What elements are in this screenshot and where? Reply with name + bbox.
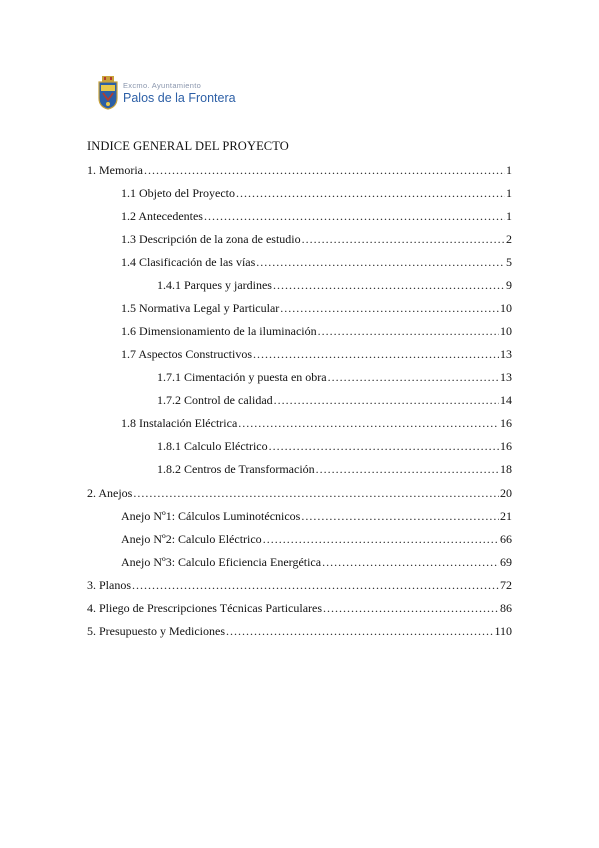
toc-entry-label: 1.8.2 Centros de Transformación [157,462,315,476]
toc-entry-page: 9 [506,278,512,292]
toc-entry-pliego[interactable] [87,601,512,617]
toc-entry-label: 3. Planos [87,578,132,592]
toc-entry-cimentacion[interactable] [157,370,512,386]
logo-line2: Palos de la Frontera [123,91,236,105]
toc-entry-planos[interactable] [87,578,512,594]
coat-of-arms-icon [97,76,119,110]
toc-entry-page: 72 [500,578,512,592]
toc-entry-memoria[interactable] [87,163,512,179]
toc-entry-clasificacion[interactable] [121,255,512,271]
toc-entry-label: 1. Memoria [87,163,143,177]
toc-entry-label: 1.2 Antecedentes [121,209,203,223]
toc-entry-page: 86 [500,601,512,615]
toc-entry-label: 1.7.1 Cimentación y puesta en obra [157,370,327,384]
toc-entry-label: 1.8 Instalación Eléctrica [121,416,238,430]
toc-entry-anejo-2[interactable] [121,532,512,548]
toc-entry-label: Anejo Nº3: Calculo Eficiencia Energética [121,555,322,569]
toc-entry-dimensionamiento[interactable] [121,324,512,340]
toc-entry-normativa[interactable] [121,301,512,317]
toc-entry-calculo[interactable] [157,439,512,455]
toc-entry-label: 1.1 Objeto del Proyecto [121,186,235,200]
toc-entry-page: 66 [500,532,512,546]
toc-entry-presupuesto[interactable] [87,624,512,640]
toc-entry-label: 1.4.1 Parques y jardines [157,278,272,292]
toc-entry-label: 5. Presupuesto y Mediciones [87,624,225,638]
toc-entry-page: 16 [500,439,512,453]
toc-entry-anejo-1[interactable] [121,509,512,525]
toc-entry-descripcion[interactable] [121,232,512,248]
toc-entry-centros[interactable] [157,462,512,478]
toc-entry-page: 110 [494,624,512,638]
toc-entry-anejos[interactable] [87,486,512,502]
toc-entry-page: 18 [500,462,512,476]
toc-entry-objeto[interactable] [121,186,512,202]
toc-entry-parques[interactable] [157,278,512,294]
logo-line1: Excmo. Ayuntamiento [123,80,202,90]
toc-entry-page: 1 [506,163,512,177]
toc-entry-page: 5 [506,255,512,269]
toc-entry-page: 20 [500,486,512,500]
toc-entry-control[interactable] [157,393,512,409]
toc-entry-page: 1 [506,186,512,200]
toc-entry-label: 1.6 Dimensionamiento de la iluminación [121,324,317,338]
toc-entry-label: 1.5 Normativa Legal y Particular [121,301,280,315]
toc-entry-page: 10 [500,301,512,315]
toc-entry-anejo-3[interactable] [121,555,512,571]
toc-entry-page: 21 [500,509,512,523]
toc-entry-label: Anejo Nº1: Cálculos Luminotécnicos [121,509,301,523]
toc-entry-page: 13 [500,370,512,384]
toc-entry-page: 10 [500,324,512,338]
toc-entry-page: 2 [506,232,512,246]
toc-entry-label: 4. Pliego de Prescripciones Técnicas Particulares [87,601,323,615]
toc-entry-page: 69 [500,555,512,569]
toc-entry-label: 1.7.2 Control de calidad [157,393,273,407]
toc-entry-antecedentes[interactable] [121,209,512,225]
toc-entry-page: 13 [500,347,512,361]
toc-entry-page: 16 [500,416,512,430]
page-title: INDICE GENERAL DEL PROYECTO [87,139,289,153]
toc-entry-label: 1.7 Aspectos Constructivos [121,347,252,361]
toc-entry-label: 1.8.1 Calculo Eléctrico [157,439,268,453]
toc-entry-label: 2. Anejos [87,486,133,500]
toc-entry-instalacion[interactable] [121,416,512,432]
municipality-logo [97,76,236,110]
toc-entry-label: 1.4 Clasificación de las vías [121,255,256,269]
toc-entry-page: 1 [506,209,512,223]
toc-entry-label: 1.3 Descripción de la zona de estudio [121,232,301,246]
toc-entry-page: 14 [500,393,512,407]
toc-entry-aspectos[interactable] [121,347,512,363]
toc-entry-label: Anejo Nº2: Calculo Eléctrico [121,532,262,546]
